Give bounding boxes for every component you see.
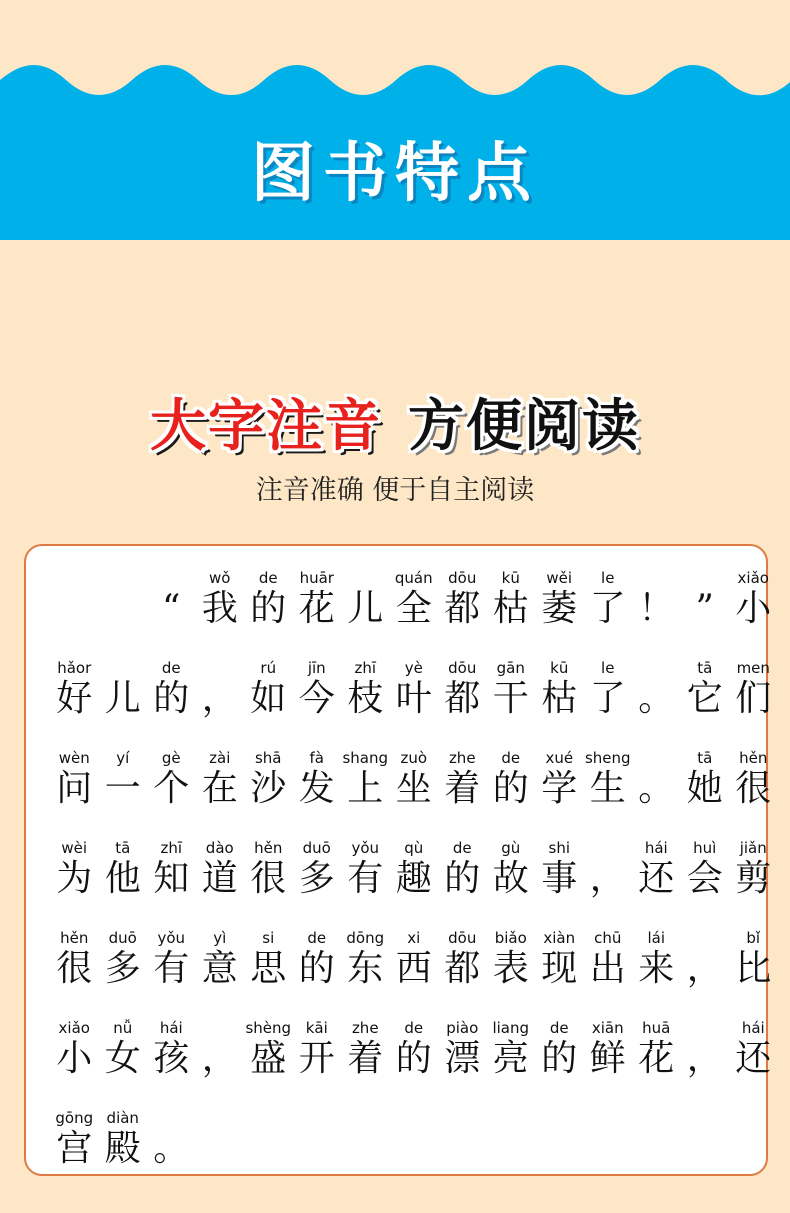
hanzi-character: 孩 [153, 1038, 190, 1079]
hanzi-character: “ [162, 588, 181, 629]
pinyin-syllable: dōu [448, 569, 477, 587]
hanzi-character: 还 [735, 1038, 772, 1079]
hanzi-character: 。 [153, 1128, 190, 1169]
pinyin-syllable: xiān [591, 1019, 624, 1037]
hanzi-character: 。 [638, 678, 675, 719]
pinyin-syllable: xi [407, 929, 421, 947]
pinyin-syllable: piào [446, 1019, 479, 1037]
hanzi-character: 故 [492, 858, 529, 899]
hanzi-character: 的 [153, 678, 190, 719]
hanzi-character: 。 [638, 768, 675, 809]
hanzi-character: 东 [347, 948, 384, 989]
banner [0, 0, 790, 240]
hanzi-character: 的 [444, 858, 481, 899]
pinyin-syllable: zhe [351, 1019, 379, 1037]
hanzi-character: 很 [56, 948, 93, 989]
pinyin-syllable: gōng [55, 1109, 94, 1127]
pinyin-syllable: xiàn [543, 929, 576, 947]
hanzi-character: 沙 [250, 768, 287, 809]
pinyin-syllable: de [307, 929, 327, 947]
pinyin-syllable: shang [342, 749, 389, 767]
pinyin-syllable: zuò [400, 749, 428, 767]
hanzi-character: ， [589, 858, 626, 899]
hanzi-character: 的 [492, 768, 529, 809]
pinyin-syllable: wǒ [209, 569, 231, 587]
pinyin-syllable: biǎo [494, 929, 527, 947]
pinyin-syllable: gù [501, 839, 521, 857]
hanzi-character: 花 [638, 1038, 675, 1079]
pinyin-syllable: lái [647, 929, 666, 947]
pinyin-syllable: yè [404, 659, 423, 677]
pinyin-syllable: wèi [61, 839, 88, 857]
hanzi-character: 现 [541, 948, 578, 989]
hanzi-character: 宫 [56, 1128, 93, 1169]
pinyin-syllable: liang [492, 1019, 530, 1037]
pinyin-syllable: wèn [58, 749, 90, 767]
hanzi-character: 都 [444, 948, 481, 989]
hanzi-character: 们 [735, 678, 772, 719]
hanzi-character: 她 [686, 768, 723, 809]
hanzi-character: 我 [201, 588, 238, 629]
pinyin-syllable: hǎor [57, 659, 92, 677]
hanzi-character: 知 [153, 858, 190, 899]
pinyin-syllable: huār [299, 569, 334, 587]
pinyin-text-sample [26, 546, 772, 1174]
hanzi-character: 会 [686, 858, 723, 899]
pinyin-syllable: hái [644, 839, 668, 857]
hanzi-character: 全 [395, 588, 432, 629]
pinyin-syllable: le [601, 659, 615, 677]
hanzi-character: ， [686, 1038, 723, 1079]
pinyin-syllable: kū [501, 569, 520, 587]
hanzi-character: ， [686, 948, 723, 989]
pinyin-syllable: yǒu [351, 839, 380, 857]
hanzi-character: 小 [56, 1038, 93, 1079]
hanzi-character: 比 [735, 948, 772, 989]
hanzi-character: 多 [104, 948, 141, 989]
hanzi-character: 漂 [444, 1038, 481, 1079]
pinyin-syllable: huì [693, 839, 717, 857]
hanzi-character: 还 [638, 858, 675, 899]
pinyin-syllable: jiǎn [739, 839, 767, 857]
hanzi-character: 今 [298, 678, 335, 719]
hanzi-character: 一 [104, 768, 141, 809]
hanzi-character: 花 [298, 588, 335, 629]
pinyin-syllable: quán [394, 569, 433, 587]
hanzi-character: 亮 [492, 1038, 529, 1079]
hanzi-character: 都 [444, 678, 481, 719]
hanzi-character: 枝 [347, 678, 384, 719]
pinyin-syllable: yì [213, 929, 227, 947]
hanzi-character: 都 [444, 588, 481, 629]
pinyin-syllable: le [601, 569, 615, 587]
hanzi-character: 在 [201, 768, 238, 809]
hanzi-character: 着 [444, 768, 481, 809]
pinyin-syllable: tā [115, 839, 131, 857]
hanzi-character: 的 [298, 948, 335, 989]
pinyin-syllable: jīn [307, 659, 326, 677]
pinyin-syllable: gè [161, 749, 181, 767]
pinyin-syllable: wěi [546, 569, 573, 587]
pinyin-syllable: tā [697, 749, 713, 767]
pinyin-syllable: yǒu [157, 929, 186, 947]
hanzi-character: 个 [153, 768, 190, 809]
hanzi-character: 它 [686, 678, 723, 719]
pinyin-syllable: dōu [448, 929, 477, 947]
reading-sample-card [24, 544, 772, 1176]
pinyin-syllable: gān [496, 659, 525, 677]
hanzi-character: 生 [589, 768, 626, 809]
hanzi-character: 枯 [492, 588, 529, 629]
pinyin-syllable: hái [741, 1019, 765, 1037]
hanzi-character: ， [201, 1038, 238, 1079]
hanzi-character: 萎 [541, 588, 578, 629]
headline-black-part: 方便阅读 [408, 394, 640, 459]
hanzi-character: 盛 [250, 1038, 287, 1079]
hanzi-character: 叶 [395, 678, 432, 719]
hanzi-character: 了 [589, 588, 626, 629]
banner-title: 图书特点 [251, 137, 539, 211]
hanzi-character: 道 [201, 858, 238, 899]
hanzi-character: 他 [104, 858, 141, 899]
hanzi-character: 很 [735, 768, 772, 809]
pinyin-syllable: de [549, 1019, 569, 1037]
hanzi-character: ” [695, 588, 714, 629]
pinyin-syllable: kāi [305, 1019, 328, 1037]
hanzi-character: 儿 [104, 678, 141, 719]
hanzi-character: 着 [347, 1038, 384, 1079]
hanzi-character: 好 [56, 678, 93, 719]
pinyin-syllable: men [736, 659, 770, 677]
pinyin-syllable: yí [116, 749, 130, 767]
hanzi-character: 开 [298, 1038, 335, 1079]
hanzi-character: 发 [298, 768, 335, 809]
pinyin-syllable: shi [548, 839, 570, 857]
hanzi-character: 问 [56, 768, 93, 809]
hanzi-character: 了 [589, 678, 626, 719]
hanzi-character: 意 [201, 948, 238, 989]
hanzi-character: 的 [541, 1038, 578, 1079]
pinyin-syllable: nǚ [113, 1019, 133, 1037]
hanzi-character: ！ [638, 588, 675, 629]
hanzi-character: 西 [395, 948, 432, 989]
pinyin-syllable: shā [254, 749, 282, 767]
hanzi-character: ， [201, 678, 238, 719]
hanzi-character: 小 [735, 588, 772, 629]
subheadline: 注音准确 便于自主阅读 [255, 475, 535, 506]
hanzi-character: 思 [250, 948, 287, 989]
hanzi-character: 的 [395, 1038, 432, 1079]
pinyin-syllable: dào [205, 839, 234, 857]
headline [0, 382, 790, 462]
pinyin-syllable: zhī [354, 659, 377, 677]
pinyin-syllable: zhī [160, 839, 183, 857]
pinyin-syllable: rú [260, 659, 277, 677]
hanzi-character: 表 [492, 948, 529, 989]
hanzi-character: 枯 [541, 678, 578, 719]
hanzi-character: 有 [153, 948, 190, 989]
pinyin-syllable: de [258, 569, 278, 587]
hanzi-character: 来 [638, 948, 675, 989]
pinyin-syllable: huā [642, 1019, 671, 1037]
hanzi-character: 如 [250, 678, 287, 719]
pinyin-syllable: sheng [584, 749, 631, 767]
hanzi-character: 事 [541, 858, 578, 899]
headline-red-part: 大字注音 [150, 394, 382, 459]
hanzi-character: 出 [589, 948, 626, 989]
pinyin-syllable: duō [108, 929, 137, 947]
pinyin-syllable: de [452, 839, 472, 857]
pinyin-syllable: tā [697, 659, 713, 677]
hanzi-character: 学 [541, 768, 578, 809]
hanzi-character: 的 [250, 588, 287, 629]
pinyin-syllable: shèng [245, 1019, 292, 1037]
pinyin-syllable: xiǎo [737, 569, 769, 587]
pinyin-syllable: si [262, 929, 275, 947]
pinyin-syllable: fà [309, 749, 324, 767]
hanzi-character: 上 [347, 768, 384, 809]
pinyin-syllable: de [501, 749, 521, 767]
pinyin-syllable: dōu [448, 659, 477, 677]
pinyin-syllable: dōng [346, 929, 385, 947]
pinyin-syllable: hěn [739, 749, 768, 767]
pinyin-syllable: kū [550, 659, 569, 677]
hanzi-character: 剪 [735, 858, 772, 899]
hanzi-character: 殿 [104, 1128, 141, 1169]
pinyin-syllable: xué [545, 749, 574, 767]
pinyin-syllable: diàn [106, 1109, 139, 1127]
hanzi-character: 坐 [395, 768, 432, 809]
pinyin-syllable: de [161, 659, 181, 677]
pinyin-syllable: zài [209, 749, 231, 767]
pinyin-syllable: duō [302, 839, 331, 857]
hanzi-character: 多 [298, 858, 335, 899]
hanzi-character: 趣 [395, 858, 432, 899]
pinyin-syllable: qù [404, 839, 424, 857]
pinyin-syllable: hái [159, 1019, 183, 1037]
pinyin-syllable: zhe [448, 749, 476, 767]
hanzi-character: 鲜 [589, 1038, 626, 1079]
pinyin-syllable: chū [594, 929, 622, 947]
pinyin-syllable: hěn [254, 839, 283, 857]
pinyin-syllable: bǐ [746, 929, 761, 947]
hanzi-character: 儿 [347, 588, 384, 629]
hanzi-character: 为 [56, 858, 93, 899]
hanzi-character: 女 [104, 1038, 141, 1079]
pinyin-syllable: xiǎo [58, 1019, 90, 1037]
hanzi-character: 很 [250, 858, 287, 899]
pinyin-syllable: de [404, 1019, 424, 1037]
hanzi-character: 干 [492, 678, 529, 719]
hanzi-character: 有 [347, 858, 384, 899]
pinyin-syllable: hěn [60, 929, 89, 947]
